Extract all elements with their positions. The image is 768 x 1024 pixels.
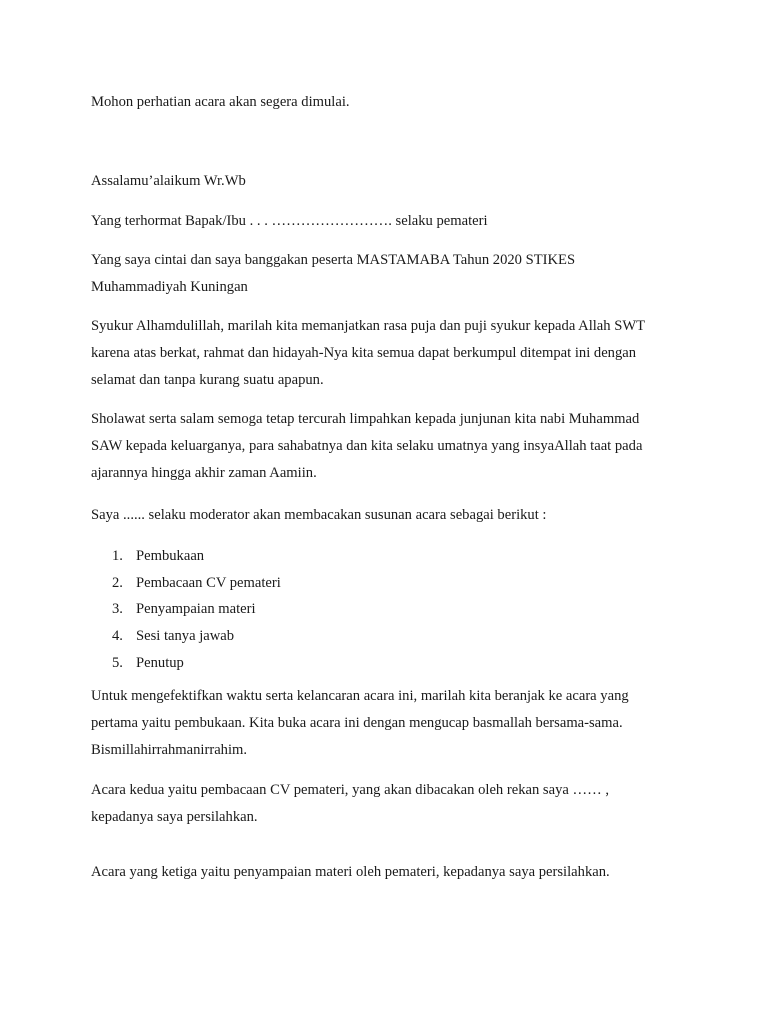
paragraph-line: Yang saya cintai dan saya banggakan peserta MASTAMABA Tahun 2020 STIKES <box>91 252 576 268</box>
list-number: 5. <box>112 654 123 671</box>
list-text: Penyampaian materi <box>136 601 256 618</box>
list-text: Sesi tanya jawab <box>136 628 235 645</box>
paragraph-line: Muhammadiyah Kuningan <box>91 279 248 295</box>
list-text: Pembukaan <box>136 547 205 564</box>
list-number: 3. <box>112 601 123 618</box>
respect-line: Yang terhormat Bapak/Ibu . . . ……………………. selaku pemateri <box>91 213 488 229</box>
second-paragraph <box>91 777 691 831</box>
list-item <box>112 623 281 650</box>
paragraph-line: Syukur Alhamdulillah, marilah kita memanjatkan rasa puja dan puji syukur kepada Allah SWT <box>91 318 646 334</box>
paragraph-line: ajarannya hingga akhir zaman Aamiin. <box>91 465 317 481</box>
paragraph-line: Untuk mengefektifkan waktu serta kelancaran acara ini, marilah kita beranjak ke acara yang <box>91 688 629 704</box>
paragraph-line: Acara kedua yaitu pembacaan CV pemateri, yang akan dibacakan oleh rekan saya …… , <box>91 782 609 798</box>
list-number: 4. <box>112 628 123 645</box>
paragraph-line: pertama yaitu pembukaan. Kita buka acara ini dengan mengucap basmallah bersama-sama. <box>91 715 623 731</box>
list-item <box>112 650 281 677</box>
opening-paragraph <box>91 683 691 764</box>
beloved-paragraph <box>91 247 691 301</box>
paragraph-line: SAW kepada keluarganya, para sahabatnya dan kita selaku umatnya yang insyaAllah taat pada <box>91 438 643 454</box>
moderator-line: Saya ...... selaku moderator akan membacakan susunan acara sebagai berikut : <box>91 507 547 523</box>
third-line: Acara yang ketiga yaitu penyampaian materi oleh pemateri, kepadanya saya persilahkan. <box>91 864 610 880</box>
list-number: 2. <box>112 574 123 591</box>
paragraph-line: kepadanya saya persilahkan. <box>91 809 258 825</box>
list-text: Penutup <box>136 654 184 671</box>
paragraph-line: Sholawat serta salam semoga tetap tercurah limpahkan kepada junjunan kita nabi Muhammad <box>91 411 640 427</box>
sholawat-paragraph <box>91 406 691 487</box>
paragraph-line: Bismillahirrahmanirrahim. <box>91 742 248 758</box>
list-number: 1. <box>112 547 123 564</box>
paragraph-line: karena atas berkat, rahmat dan hidayah-Nya kita semua dapat berkumpul ditempat ini dengan <box>91 345 637 361</box>
paragraph-line: selamat dan tanpa kurang suatu apapun. <box>91 372 324 388</box>
list-item <box>112 543 281 570</box>
greeting-line: Assalamu’alaikum Wr.Wb <box>91 173 246 189</box>
list-text: Pembacaan CV pemateri <box>136 574 281 591</box>
gratitude-paragraph <box>91 313 691 394</box>
list-item <box>112 597 281 624</box>
list-item <box>112 570 281 597</box>
agenda-list <box>112 543 281 677</box>
intro-line: Mohon perhatian acara akan segera dimulai. <box>91 94 350 110</box>
